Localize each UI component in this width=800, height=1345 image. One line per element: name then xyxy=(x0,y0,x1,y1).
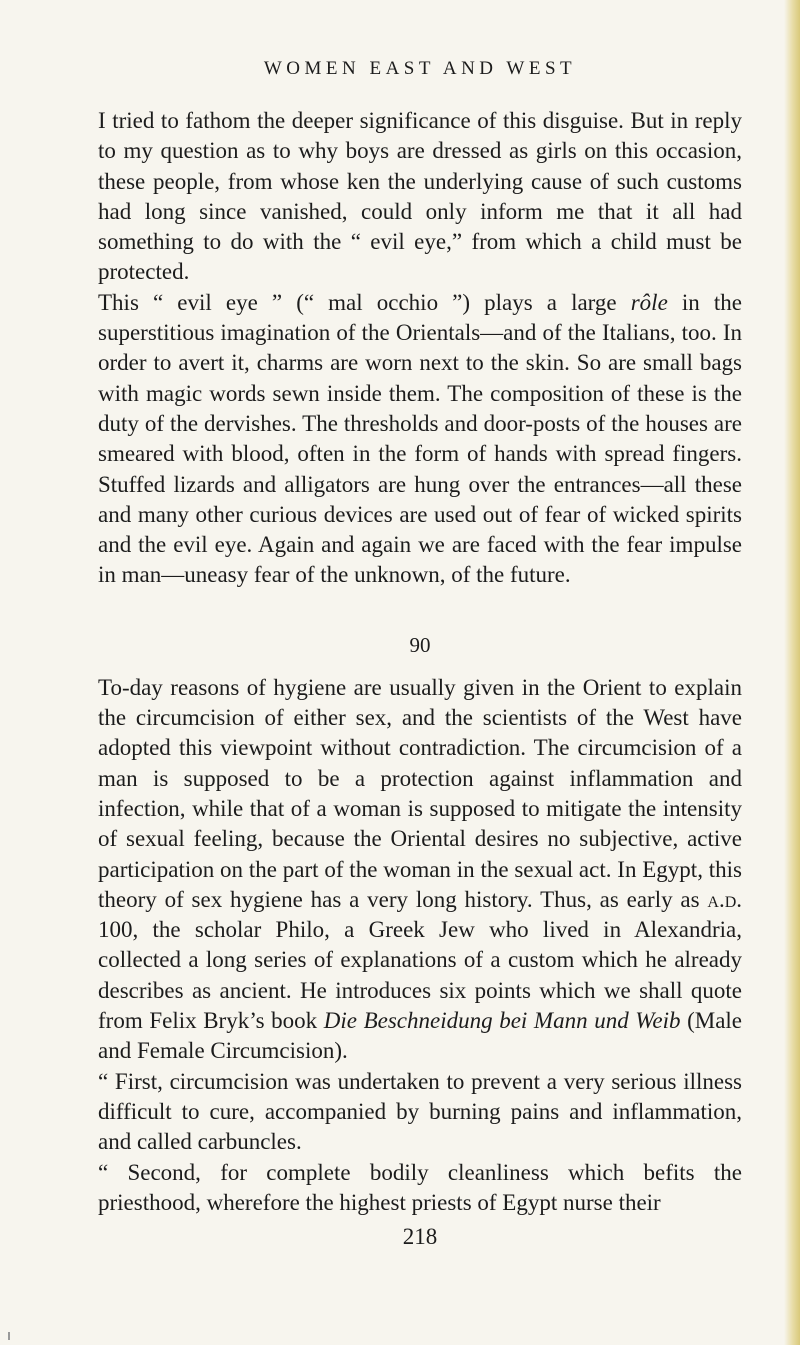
paragraph-evil-eye xyxy=(98,288,742,591)
paragraph-disguise: I tried to fathom the deeper significance of this disguise. But in reply to my question as to why boys are dressed as girls on this occasion, these people, from whose ken the underlying cause of such customs had long since vanished, could only inform me that it all had something to do with the “ evil eye,” from which a child must be protected. xyxy=(98,108,742,285)
text-span: This “ evil eye ” (“ mal occhio ”) plays a large xyxy=(98,289,631,315)
small-caps-ad: a.d. xyxy=(707,886,742,912)
italic-role: rôle xyxy=(630,289,668,315)
text-span: To-day reasons of hygiene are usually given in the Orient to explain the circumcision of either sex, and the scientists of the West have adopted this viewpoint without contradiction. The circumcision of a man is supposed to be a protection against inflammation and infection, while that of a woman is supposed to mitigate the intensity of sexual feeling, because the Oriental desires no subjective, active participation on the part of the woman in the sexual act. In Egypt, this theory of sex hygiene has a very long history. Thus, as early as xyxy=(98,674,742,912)
italic-book-title: Die Beschneidung bei Mann und Weib xyxy=(323,1008,681,1034)
page-edge xyxy=(784,0,800,1345)
text-span: 100, the scholar Philo, a Greek Jew who lived in Alexandria, collected a long series of explanations of a custom which he already describes as ancient. He introduces six points which we shall quote from Felix Bryk’s book xyxy=(98,917,742,1034)
book-page xyxy=(98,56,742,1252)
running-head: WOMEN EAST AND WEST xyxy=(263,58,577,79)
paragraph-hygiene xyxy=(98,673,742,1067)
scan-mark xyxy=(8,1332,10,1340)
text-span: in the superstitious imagination of the Orientals—and of the Italians, too. In order to avert it, charms are worn next to the skin. So are small bags with magic words sewn inside them. The composition of these is the duty of the dervishes. The thresholds and door-posts of the houses are smeared with blood, often in the form of hands with spread fingers. Stuffed lizards and alligators are hung over the entrances—all these and many other curious devices are used out of fear of wicked spirits and the evil eye. Again and again we are faced with the fear impulse in man—uneasy fear of the unknown, of the future. xyxy=(98,289,742,588)
paragraph-second-point: “ Second, for complete bodily cleanliness which befits the priesthood, wherefore the highest priests of Egypt nurse their xyxy=(98,1159,742,1215)
page-number: 218 xyxy=(402,1224,438,1250)
section-number: 90 xyxy=(409,632,431,657)
paragraph-first-point: “ First, circumcision was undertaken to prevent a very serious illness difficult to cure, accompanied by burning pains and inflammation, and called carbuncles. xyxy=(98,1068,742,1155)
text-span: (Male and Female Circumcision). xyxy=(98,1008,742,1064)
